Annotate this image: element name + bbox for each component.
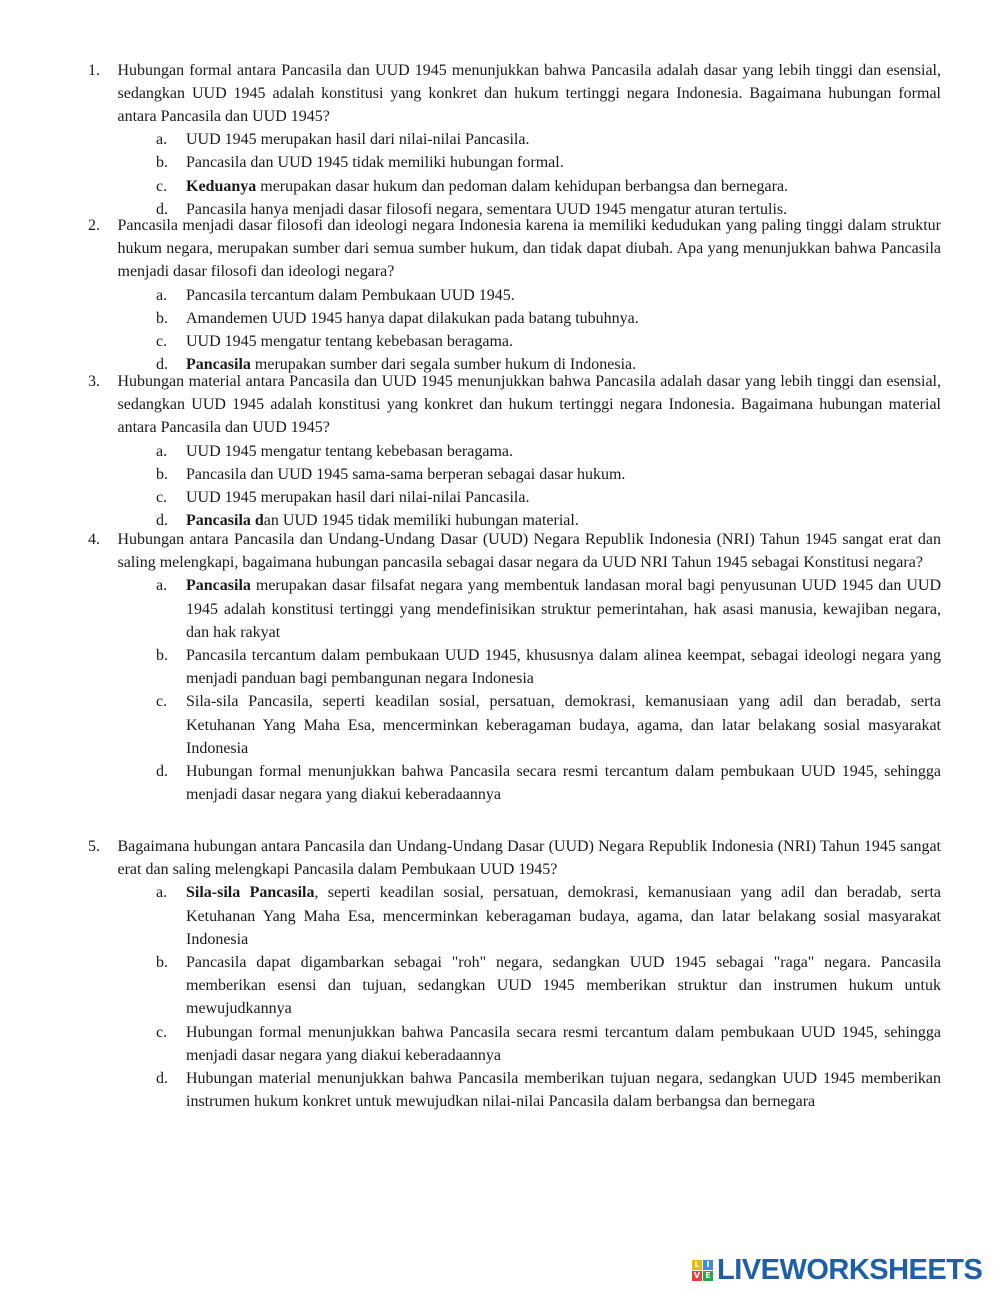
question-1	[88, 59, 941, 221]
option-letter: d.	[156, 356, 168, 374]
question-5	[88, 835, 941, 1113]
option-letter: c.	[156, 177, 168, 195]
option-letter: d.	[156, 200, 168, 218]
question-number: 3.	[88, 373, 100, 390]
option-bold-text: Pancasila d	[186, 512, 264, 530]
option-text: merupakan dasar filsafat negara yang membentuk landasan moral bagi penyusunan UUD 1945 dan UUD 1945 adalah konstitusi tertinggi yang mendefinisikan struktur pemerintahan, hak asasi manusia, kewajiban negara, dan hak rakyat	[186, 577, 941, 641]
option-letter: b.	[156, 309, 168, 327]
option-b[interactable]	[156, 463, 941, 486]
option-bold-text: Pancasila	[186, 577, 251, 595]
option-text: Pancasila dapat digambarkan sebagai "roh" negara, sedangkan UUD 1945 sebagai "raga" negara. Pancasila memberikan esensi dan tujuan, sedangkan UUD 1945 memberikan struktur dan instrumen hukum untuk mewujudkannya	[186, 954, 941, 1018]
option-text: UUD 1945 mengatur tentang kebebasan beragama.	[186, 333, 513, 351]
option-letter: a.	[156, 884, 168, 902]
option-c[interactable]	[156, 175, 941, 198]
question-text: Hubungan antara Pancasila dan Undang-Undang Dasar (UUD) Negara Republik Indonesia (NRI) Tahun 1945 sangat erat dan saling melengkapi, bagaimana hubungan pancasila sebagai dasar negara da UUD NRI Tahun 1945 sebagai Konstitusi negara?	[117, 531, 941, 572]
question-text: Hubungan formal antara Pancasila dan UUD 1945 menunjukkan bahwa Pancasila adalah dasar yang lebih tinggi dan esensial, sedangkan UUD 1945 adalah konstitusi yang konkret dan hukum tertinggi negara Indonesia. Bagaimana hubungan formal antara Pancasila dan UUD 1945?	[117, 61, 941, 125]
options-list	[88, 574, 941, 806]
option-c[interactable]	[156, 1021, 941, 1067]
question-3	[88, 370, 941, 532]
liveworksheets-logo-icon	[692, 1260, 713, 1281]
option-bold-text: Pancasila	[186, 356, 251, 374]
option-d[interactable]	[156, 1067, 941, 1113]
option-text: merupakan sumber dari segala sumber hukum di Indonesia.	[250, 356, 637, 374]
option-b[interactable]	[156, 307, 941, 330]
option-text: Pancasila tercantum dalam Pembukaan UUD 1945.	[186, 286, 515, 304]
option-c[interactable]	[156, 486, 941, 509]
option-text: UUD 1945 merupakan hasil dari nilai-nilai Pancasila.	[186, 489, 530, 507]
logo-tile-i: I	[703, 1260, 713, 1270]
option-a[interactable]	[156, 284, 941, 307]
question-number: 4.	[88, 531, 100, 548]
logo-wordmark: LIVEWORKSHEETS	[717, 1254, 983, 1286]
option-text: an UUD 1945 tidak memiliki hubungan material.	[263, 512, 579, 530]
options-list	[88, 881, 941, 1113]
option-c[interactable]	[156, 330, 941, 353]
logo-tile-e: E	[703, 1271, 713, 1281]
option-text: UUD 1945 merupakan hasil dari nilai-nilai Pancasila.	[186, 131, 530, 149]
question-4	[88, 528, 941, 806]
option-text: Amandemen UUD 1945 hanya dapat dilakukan pada batang tubuhnya.	[186, 309, 639, 327]
option-letter: b.	[156, 154, 168, 172]
option-b[interactable]	[156, 644, 941, 690]
question-number: 1.	[88, 61, 100, 79]
option-a[interactable]	[156, 574, 941, 644]
option-letter: b.	[156, 647, 168, 665]
option-text: Hubungan material menunjukkan bahwa Pancasila memberikan tujuan negara, sedangkan UUD 1945 memberikan instrumen hukum konkret untuk mewujudkan nilai-nilai Pancasila dalam berbangsa dan bernegara	[186, 1070, 941, 1111]
option-text: Pancasila hanya menjadi dasar filosofi negara, sementara UUD 1945 mengatur aturan tertulis.	[186, 200, 788, 218]
option-text: , seperti keadilan sosial, persatuan, demokrasi, kemanusiaan yang adil dan beradab, serta Ketuhanan Yang Maha Esa, mencerminkan keberagaman budaya, agama, dan latar belakang sosial masyarakat Indonesia	[186, 884, 942, 948]
option-text: Pancasila dan UUD 1945 sama-sama berperan sebagai dasar hukum.	[186, 465, 626, 483]
option-letter: b.	[156, 465, 168, 483]
option-b[interactable]	[156, 151, 941, 174]
option-letter: c.	[156, 693, 168, 711]
option-bold-text: Keduanya	[186, 177, 257, 195]
option-letter: a.	[156, 442, 168, 460]
logo-tile-v: V	[693, 1270, 701, 1280]
option-letter: a.	[156, 286, 168, 304]
option-letter: d.	[156, 1070, 168, 1088]
option-text: Hubungan formal menunjukkan bahwa Pancasila secara resmi tercantum dalam pembukaan UUD 1945, sehingga menjadi dasar negara yang diakui keberadaannya	[186, 763, 941, 804]
options-list	[88, 284, 941, 377]
question-text: Hubungan material antara Pancasila dan UUD 1945 menunjukkan bahwa Pancasila adalah dasar yang lebih tinggi dan esensial, sedangkan UUD 1945 adalah konstitusi yang konkret dan hukum tertinggi negara Indonesia. Bagaimana hubungan material antara Pancasila dan UUD 1945?	[117, 373, 941, 437]
option-letter: a.	[156, 577, 168, 595]
option-letter: d.	[156, 512, 168, 530]
options-list	[88, 128, 941, 221]
logo-tile-l: L	[692, 1260, 702, 1270]
options-list	[88, 440, 941, 533]
option-d[interactable]	[156, 760, 941, 806]
question-text: Bagaimana hubungan antara Pancasila dan Undang-Undang Dasar (UUD) Negara Republik Indonesia (NRI) Tahun 1945 sangat erat dan saling melengkapi Pancasila dalam Pembukaan UUD 1945?	[117, 838, 941, 879]
option-text: Hubungan formal menunjukkan bahwa Pancasila secara resmi tercantum dalam pembukaan UUD 1945, sehingga menjadi dasar negara yang diakui keberadaannya	[186, 1023, 941, 1064]
option-letter: b.	[156, 954, 168, 972]
question-number: 2.	[88, 217, 100, 234]
option-text: merupakan dasar hukum dan pedoman dalam kehidupan berbangsa dan bernegara.	[256, 177, 789, 195]
option-text: Sila-sila Pancasila, seperti keadilan sosial, persatuan, demokrasi, kemanusiaan yang adil dan beradab, serta Ketuhanan Yang Maha Esa, mencerminkan keberagaman budaya, agama, dan latar belakang sosial masyarakat Indonesia	[186, 693, 941, 757]
option-bold-text: Sila-sila Pancasila	[186, 884, 315, 902]
option-letter: c.	[156, 333, 168, 351]
liveworksheets-logo	[692, 1255, 992, 1285]
option-text: Pancasila tercantum dalam pembukaan UUD 1945, khususnya dalam alinea keempat, sebagai ideologi negara yang menjadi panduan bagi pembangunan negara Indonesia	[186, 647, 941, 688]
option-c[interactable]	[156, 690, 941, 760]
question-text: Pancasila menjadi dasar filosofi dan ideologi negara Indonesia karena ia memiliki kedudukan yang paling tinggi dalam struktur hukum negara, merupakan sumber dari semua sumber hukum, dan tidak dapat diubah. Apa yang menunjukkan bahwa Pancasila menjadi dasar filosofi dan ideologi negara?	[117, 217, 941, 281]
option-text: UUD 1945 mengatur tentang kebebasan beragama.	[186, 442, 513, 460]
option-letter: a.	[156, 131, 168, 149]
option-a[interactable]	[156, 881, 942, 951]
option-letter: d.	[156, 763, 168, 781]
question-2	[88, 214, 941, 376]
option-letter: c.	[156, 1023, 168, 1041]
option-a[interactable]	[156, 440, 941, 463]
option-b[interactable]	[156, 951, 941, 1021]
question-number: 5.	[88, 838, 100, 855]
option-letter: c.	[156, 489, 168, 507]
option-text: Pancasila dan UUD 1945 tidak memiliki hubungan formal.	[186, 154, 564, 172]
option-a[interactable]	[156, 128, 941, 151]
